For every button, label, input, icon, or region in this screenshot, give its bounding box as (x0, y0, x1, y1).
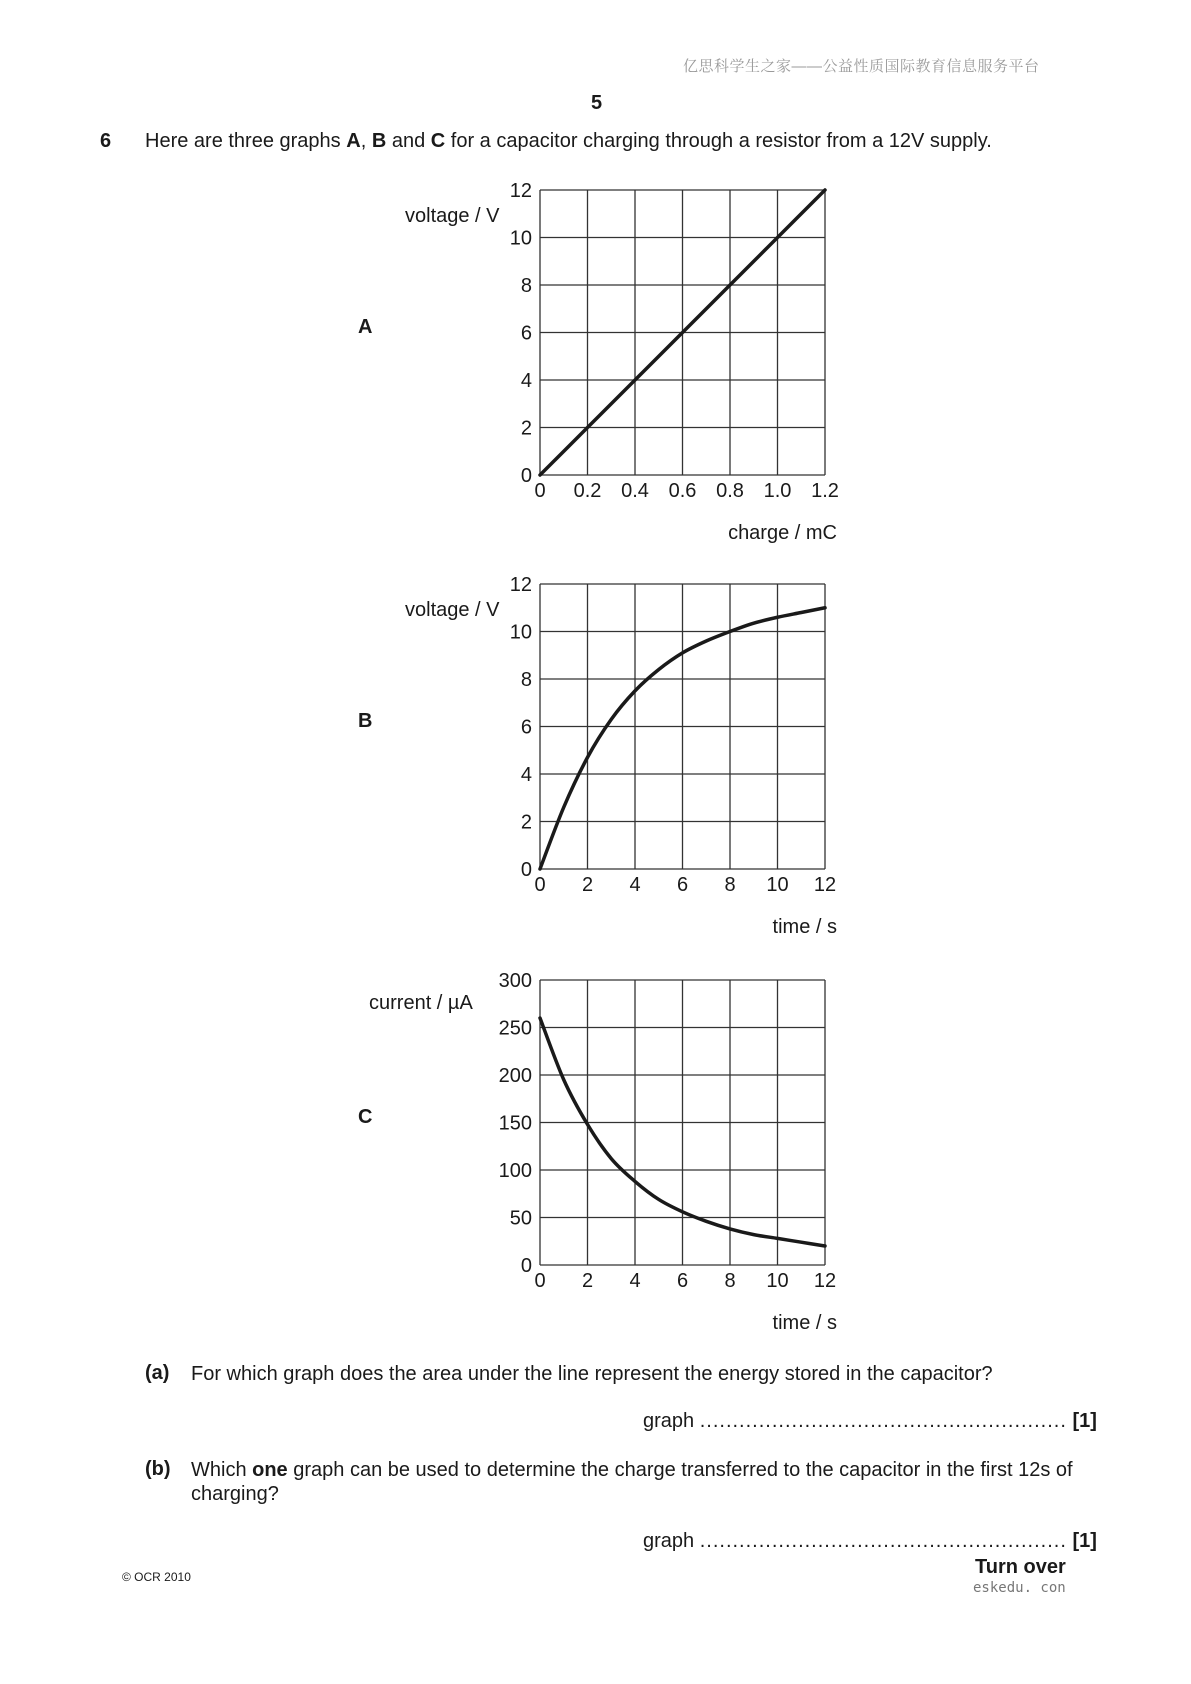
y-axis-label: voltage / V (405, 205, 500, 227)
answer-prefix: graph (643, 1530, 695, 1552)
y-tick-label: 0 (520, 1255, 532, 1277)
y-tick-label: 4 (520, 370, 532, 392)
page-number: 5 (591, 92, 603, 114)
site-watermark: eskedu. con (973, 1580, 1066, 1596)
y-tick-label: 150 (498, 1112, 532, 1135)
x-tick-label: 4 (629, 1270, 641, 1292)
marks-badge: [1] (1072, 1530, 1097, 1552)
x-tick-label: 6 (676, 874, 689, 896)
y-tick-label: 8 (520, 275, 532, 297)
y-tick-label: 4 (520, 764, 532, 786)
chart-a (405, 180, 839, 544)
x-tick-label: 0.8 (716, 480, 744, 502)
answer-dots[interactable]: ........................................................ (699, 1410, 1067, 1432)
copyright: © OCR 2010 (122, 1570, 191, 1584)
part-a-text: For which graph does the area under the line represent the energy stored in the capacitor? (191, 1363, 993, 1385)
turn-over: Turn over (975, 1556, 1066, 1578)
x-tick-label: 0.6 (668, 480, 697, 502)
y-tick-label: 12 (509, 574, 532, 596)
question-number: 6 (100, 130, 112, 152)
x-tick-label: 1.0 (763, 480, 792, 502)
part-b-text: Which one graph can be used to determine the charge transferred to the capacitor in the first 12s of charging? (191, 1459, 1073, 1505)
y-tick-label: 300 (498, 970, 532, 992)
x-tick-label: 12 (813, 874, 837, 896)
y-tick-label: 250 (498, 1017, 532, 1040)
part-b-answer-line[interactable] (643, 1530, 1097, 1553)
x-tick-label: 1.2 (811, 480, 839, 502)
x-tick-label: 6 (676, 1270, 689, 1292)
x-tick-label: 8 (724, 1270, 736, 1292)
x-tick-label: 2 (581, 874, 594, 896)
x-axis-label: time / s (772, 1312, 837, 1334)
x-tick-label: 12 (813, 1270, 837, 1292)
y-tick-label: 6 (520, 322, 532, 345)
graph-label-b: B (358, 710, 373, 732)
header-watermark: 亿思科学生之家——公益性质国际教育信息服务平台 (683, 58, 1040, 75)
answer-prefix: graph (643, 1410, 695, 1432)
x-tick-label: 10 (766, 874, 789, 896)
graph-label-a: A (358, 316, 373, 338)
part-a-label: (a) (145, 1362, 170, 1384)
x-tick-label: 0 (534, 874, 546, 896)
y-tick-label: 0 (520, 465, 532, 487)
y-tick-label: 0 (520, 859, 532, 881)
y-tick-label: 10 (509, 227, 532, 250)
y-tick-label: 2 (520, 417, 532, 440)
part-b-label: (b) (145, 1458, 171, 1480)
x-tick-label: 0.4 (621, 480, 649, 502)
marks-badge: [1] (1072, 1410, 1097, 1432)
answer-dots[interactable]: ........................................................ (699, 1530, 1067, 1552)
y-tick-label: 8 (520, 669, 532, 691)
y-axis-label: current / µA (369, 992, 473, 1014)
x-tick-label: 10 (766, 1270, 789, 1292)
y-tick-label: 10 (509, 621, 532, 644)
x-tick-label: 0 (534, 1270, 546, 1292)
chart-c (369, 970, 837, 1334)
y-tick-label: 50 (509, 1207, 532, 1230)
x-tick-label: 0 (534, 480, 546, 502)
x-axis-label: time / s (772, 916, 837, 938)
part-a-answer-line[interactable] (643, 1410, 1097, 1433)
x-tick-label: 8 (724, 874, 736, 896)
x-tick-label: 4 (629, 874, 641, 896)
chart-b (405, 574, 837, 938)
x-tick-label: 2 (581, 1270, 594, 1292)
y-tick-label: 200 (498, 1065, 532, 1087)
y-tick-label: 2 (520, 811, 532, 834)
y-tick-label: 12 (509, 180, 532, 202)
x-tick-label: 0.2 (573, 480, 602, 502)
y-tick-label: 6 (520, 716, 532, 739)
y-axis-label: voltage / V (405, 599, 500, 621)
question-text: Here are three graphs A, B and C for a capacitor charging through a resistor from a 12V supply. (145, 130, 992, 152)
graph-label-c: C (358, 1106, 373, 1128)
y-tick-label: 100 (498, 1160, 532, 1182)
x-axis-label: charge / mC (728, 522, 837, 544)
